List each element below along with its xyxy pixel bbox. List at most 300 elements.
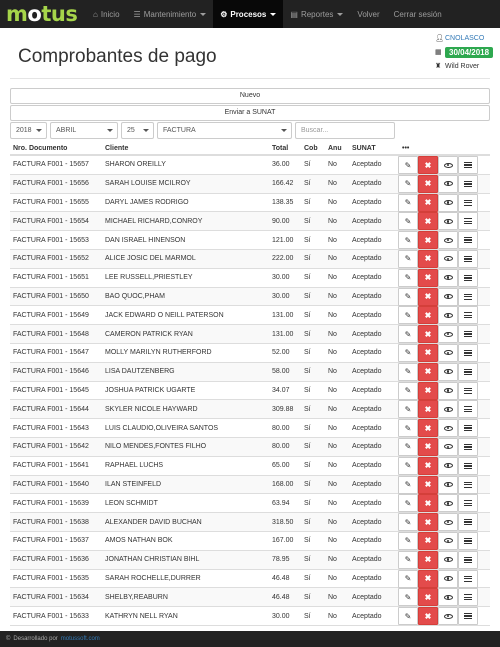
close-icon: ✖	[424, 292, 432, 302]
view-button[interactable]	[438, 551, 458, 569]
header-sunat[interactable]: SUNAT	[352, 144, 376, 152]
cell-total: 121.00	[272, 236, 294, 244]
close-icon: ✖	[424, 235, 432, 245]
month-select[interactable]	[50, 122, 118, 139]
delete-button[interactable]	[418, 306, 438, 324]
edit-button[interactable]	[398, 194, 418, 212]
close-icon: ✖	[424, 536, 432, 546]
cell-client: JOSHUA PATRICK UGARTE	[105, 386, 196, 394]
nav-item-label: Cerrar sesión	[393, 9, 442, 19]
top-navbar	[0, 0, 500, 28]
table-row	[10, 325, 490, 344]
list-icon	[464, 557, 472, 563]
close-icon: ✖	[424, 254, 432, 264]
menu-button[interactable]	[458, 570, 478, 588]
username-link[interactable]: CNOLASCO	[445, 34, 485, 42]
view-button[interactable]	[438, 175, 458, 193]
edit-button[interactable]	[398, 588, 418, 606]
footer	[0, 631, 500, 647]
gear-icon: ⚙	[220, 9, 228, 19]
delete-button[interactable]	[418, 363, 438, 381]
nav-item-mantenimiento[interactable]	[127, 0, 214, 28]
list-icon	[464, 294, 472, 300]
menu-button[interactable]	[458, 363, 478, 381]
view-button[interactable]	[438, 382, 458, 400]
view-button[interactable]	[438, 250, 458, 268]
cell-total: 58.00	[272, 368, 290, 376]
cell-doc: FACTURA F001 - 15638	[13, 518, 89, 526]
cell-client: BAO QUOC,PHAM	[105, 292, 165, 300]
header-cob[interactable]: Cob	[304, 144, 318, 152]
cell-anu: No	[328, 368, 337, 376]
cell-sunat: Aceptado	[352, 180, 382, 188]
delete-button[interactable]	[418, 419, 438, 437]
delete-button[interactable]	[418, 513, 438, 531]
menu-button[interactable]	[458, 419, 478, 437]
cell-doc: FACTURA F001 - 15641	[13, 462, 89, 470]
delete-button[interactable]	[418, 250, 438, 268]
view-button[interactable]	[438, 194, 458, 212]
eye-icon	[444, 256, 453, 261]
search-input[interactable]	[295, 122, 395, 139]
nuevo-button[interactable]: Nuevo	[10, 88, 490, 104]
table-row	[10, 382, 490, 401]
view-button[interactable]	[438, 494, 458, 512]
delete-button[interactable]	[418, 382, 438, 400]
edit-button[interactable]	[398, 231, 418, 249]
list-icon	[464, 162, 472, 168]
delete-button[interactable]	[418, 231, 438, 249]
cell-client: ALICE JOSIC DEL MARMOL	[105, 255, 196, 263]
cell-doc: FACTURA F001 - 15652	[13, 255, 89, 263]
eye-icon	[444, 163, 453, 168]
document-type-select[interactable]	[157, 122, 292, 139]
close-icon: ✖	[424, 592, 432, 602]
chevron-down-icon	[281, 129, 287, 132]
close-icon: ✖	[424, 273, 432, 283]
view-button[interactable]	[438, 212, 458, 230]
cell-doc: FACTURA F001 - 15651	[13, 274, 89, 282]
header-client[interactable]: Cliente	[105, 144, 129, 152]
eye-icon	[444, 444, 453, 449]
view-button[interactable]	[438, 400, 458, 418]
menu-button[interactable]	[458, 382, 478, 400]
row-actions	[398, 570, 478, 588]
view-button[interactable]	[438, 588, 458, 606]
chevron-down-icon	[143, 129, 149, 132]
edit-button[interactable]	[398, 269, 418, 287]
row-actions	[398, 400, 478, 418]
view-button[interactable]	[438, 513, 458, 531]
nav-item-label: Mantenimiento	[143, 9, 197, 19]
edit-icon: ✎	[404, 555, 412, 565]
close-icon: ✖	[424, 442, 432, 452]
home-icon: ⌂	[93, 9, 98, 19]
cell-cob: Sí	[304, 236, 311, 244]
cell-sunat: Aceptado	[352, 556, 382, 564]
delete-button[interactable]	[418, 588, 438, 606]
cell-client: LISA DAUTZENBERG	[105, 368, 175, 376]
menu-button[interactable]	[458, 607, 478, 625]
row-actions	[398, 250, 478, 268]
footer-link[interactable]: motussoft.com	[60, 636, 100, 642]
edit-button[interactable]	[398, 325, 418, 343]
cell-anu: No	[328, 236, 337, 244]
cell-anu: No	[328, 161, 337, 169]
menu-button[interactable]	[458, 231, 478, 249]
delete-button[interactable]	[418, 269, 438, 287]
day-select[interactable]	[121, 122, 154, 139]
view-button[interactable]	[438, 607, 458, 625]
cell-anu: No	[328, 330, 337, 338]
delete-button[interactable]	[418, 212, 438, 230]
menu-button[interactable]	[458, 212, 478, 230]
nav-item-procesos[interactable]	[213, 0, 283, 28]
cell-cob: Sí	[304, 161, 311, 169]
view-button[interactable]	[438, 476, 458, 494]
cell-sunat: Aceptado	[352, 311, 382, 319]
list-icon	[464, 500, 472, 506]
cell-sunat: Aceptado	[352, 217, 382, 225]
cell-client: SARAH ROCHELLE,DURRER	[105, 574, 201, 582]
menu-button[interactable]	[458, 269, 478, 287]
delete-button[interactable]	[418, 400, 438, 418]
menu-button[interactable]	[458, 588, 478, 606]
menu-button[interactable]	[458, 250, 478, 268]
row-actions	[398, 231, 478, 249]
cell-sunat: Aceptado	[352, 198, 382, 206]
eye-icon	[444, 501, 453, 506]
edit-button[interactable]	[398, 457, 418, 475]
edit-button[interactable]	[398, 438, 418, 456]
cell-cob: Sí	[304, 217, 311, 225]
header-total[interactable]: Total	[272, 144, 289, 152]
delete-button[interactable]	[418, 175, 438, 193]
edit-icon: ✎	[404, 348, 412, 358]
delete-button[interactable]	[418, 156, 438, 174]
view-button[interactable]	[438, 532, 458, 550]
cell-doc: FACTURA F001 - 15644	[13, 405, 89, 413]
cell-doc: FACTURA F001 - 15639	[13, 499, 89, 507]
menu-button[interactable]	[458, 175, 478, 193]
cell-client: KATHRYN NELL RYAN	[105, 612, 178, 620]
brand-logo[interactable]	[0, 0, 86, 28]
close-icon: ✖	[424, 517, 432, 527]
edit-button[interactable]	[398, 513, 418, 531]
row-actions	[398, 344, 478, 362]
cell-total: 30.00	[272, 274, 290, 282]
eye-icon	[444, 313, 453, 318]
cell-anu: No	[328, 480, 337, 488]
list-icon	[464, 312, 472, 318]
edit-icon: ✎	[404, 235, 412, 245]
cell-client: JACK EDWARD O NEILL PATERSON	[105, 311, 224, 319]
cell-anu: No	[328, 499, 337, 507]
cell-sunat: Aceptado	[352, 518, 382, 526]
edit-button[interactable]	[398, 156, 418, 174]
cell-anu: No	[328, 180, 337, 188]
table-row	[10, 588, 490, 607]
menu-button[interactable]	[458, 400, 478, 418]
cell-total: 166.42	[272, 180, 294, 188]
cell-cob: Sí	[304, 462, 311, 470]
cell-sunat: Aceptado	[352, 386, 382, 394]
cell-client: CAMERON PATRICK RYAN	[105, 330, 193, 338]
cell-client: ILAN STEINFELD	[105, 480, 162, 488]
row-actions	[398, 363, 478, 381]
year-select[interactable]	[10, 122, 47, 139]
close-icon: ✖	[424, 404, 432, 414]
cell-doc: FACTURA F001 - 15634	[13, 593, 89, 601]
cell-anu: No	[328, 217, 337, 225]
cell-total: 80.00	[272, 443, 290, 451]
delete-button[interactable]	[418, 570, 438, 588]
menu-button[interactable]	[458, 344, 478, 362]
delete-button[interactable]	[418, 551, 438, 569]
calendar-icon: ▦	[435, 49, 442, 56]
table-row	[10, 438, 490, 457]
menu-button[interactable]	[458, 457, 478, 475]
eye-icon	[444, 238, 453, 243]
view-button[interactable]	[438, 306, 458, 324]
eye-icon	[444, 369, 453, 374]
menu-button[interactable]	[458, 194, 478, 212]
list-icon	[464, 275, 472, 281]
menu-button[interactable]	[458, 476, 478, 494]
view-button[interactable]	[438, 570, 458, 588]
list-icon	[464, 350, 472, 356]
row-actions	[398, 419, 478, 437]
list-icon	[464, 444, 472, 450]
row-actions	[398, 457, 478, 475]
edit-button[interactable]	[398, 175, 418, 193]
cell-anu: No	[328, 198, 337, 206]
view-button[interactable]	[438, 231, 458, 249]
row-actions	[398, 494, 478, 512]
eye-icon	[444, 538, 453, 543]
table-row	[10, 513, 490, 532]
menu-button[interactable]	[458, 438, 478, 456]
delete-button[interactable]	[418, 607, 438, 625]
delete-button[interactable]	[418, 288, 438, 306]
cell-sunat: Aceptado	[352, 161, 382, 169]
cell-sunat: Aceptado	[352, 480, 382, 488]
view-button[interactable]	[438, 344, 458, 362]
delete-button[interactable]	[418, 476, 438, 494]
edit-button[interactable]	[398, 382, 418, 400]
cell-doc: FACTURA F001 - 15645	[13, 386, 89, 394]
delete-button[interactable]	[418, 325, 438, 343]
brand-letter: u	[50, 1, 66, 26]
cell-doc: FACTURA F001 - 15636	[13, 556, 89, 564]
user-info	[435, 31, 499, 73]
view-button[interactable]	[438, 325, 458, 343]
cell-cob: Sí	[304, 556, 311, 564]
edit-button[interactable]	[398, 250, 418, 268]
cell-client: SHARON OREILLY	[105, 161, 166, 169]
nav-item-reportes[interactable]	[283, 0, 350, 28]
eye-icon	[444, 407, 453, 412]
list-icon: ☰	[133, 9, 141, 19]
building-icon: ♜	[435, 63, 442, 70]
table-row	[10, 607, 490, 626]
view-button[interactable]	[438, 269, 458, 287]
row-actions	[398, 212, 478, 230]
cell-client: LEE RUSSELL,PRIESTLEY	[105, 274, 193, 282]
cell-sunat: Aceptado	[352, 274, 382, 282]
header-anu[interactable]: Anu	[328, 144, 342, 152]
list-icon	[464, 200, 472, 206]
cell-client: DAN ISRAEL HINENSON	[105, 236, 186, 244]
cell-sunat: Aceptado	[352, 368, 382, 376]
cell-total: 222.00	[272, 255, 294, 263]
delete-button[interactable]	[418, 494, 438, 512]
list-icon	[464, 331, 472, 337]
cell-total: 52.00	[272, 349, 290, 357]
day-select-value: 25	[127, 127, 135, 134]
edit-button[interactable]	[398, 532, 418, 550]
edit-button[interactable]	[398, 494, 418, 512]
brand-letter: t	[41, 1, 51, 26]
cell-client: DARYL JAMES RODRIGO	[105, 198, 189, 206]
cell-total: 168.00	[272, 480, 294, 488]
edit-button[interactable]	[398, 344, 418, 362]
cell-anu: No	[328, 311, 337, 319]
cell-total: 30.00	[272, 292, 290, 300]
delete-button[interactable]	[418, 438, 438, 456]
nav-item-label: Procesos	[230, 9, 267, 19]
cell-client: RAPHAEL LUCHS	[105, 462, 164, 470]
edit-button[interactable]	[398, 419, 418, 437]
menu-button[interactable]	[458, 325, 478, 343]
cell-doc: FACTURA F001 - 15635	[13, 574, 89, 582]
edit-icon: ✎	[404, 592, 412, 602]
row-actions	[398, 476, 478, 494]
chevron-down-icon	[337, 13, 343, 16]
cell-sunat: Aceptado	[352, 462, 382, 470]
row-actions	[398, 382, 478, 400]
brand-letter: m	[6, 1, 28, 26]
edit-button[interactable]	[398, 363, 418, 381]
close-icon: ✖	[424, 216, 432, 226]
list-icon	[464, 613, 472, 619]
cell-total: 90.00	[272, 217, 290, 225]
edit-icon: ✎	[404, 310, 412, 320]
cell-sunat: Aceptado	[352, 443, 382, 451]
menu-button[interactable]	[458, 288, 478, 306]
eye-icon	[444, 614, 453, 619]
cell-sunat: Aceptado	[352, 330, 382, 338]
cell-sunat: Aceptado	[352, 255, 382, 263]
cell-anu: No	[328, 349, 337, 357]
cell-cob: Sí	[304, 368, 311, 376]
list-icon	[464, 594, 472, 600]
eye-icon	[444, 181, 453, 186]
edit-icon: ✎	[404, 216, 412, 226]
menu-button[interactable]	[458, 532, 478, 550]
delete-button[interactable]	[418, 344, 438, 362]
edit-icon: ✎	[404, 292, 412, 302]
close-icon: ✖	[424, 310, 432, 320]
nav-item-inicio[interactable]	[86, 0, 127, 28]
list-icon	[464, 482, 472, 488]
list-icon	[464, 256, 472, 262]
delete-button[interactable]	[418, 532, 438, 550]
edit-icon: ✎	[404, 461, 412, 471]
cell-total: 80.00	[272, 424, 290, 432]
nav-item-cerrar-sesin[interactable]	[387, 0, 449, 28]
cell-client: JONATHAN CHRISTIAN BIHL	[105, 556, 200, 564]
row-actions	[398, 325, 478, 343]
brand-letter: s	[65, 1, 78, 26]
cell-cob: Sí	[304, 311, 311, 319]
cell-sunat: Aceptado	[352, 612, 382, 620]
table-row	[10, 457, 490, 476]
header-doc[interactable]: Nro. Documento	[13, 144, 68, 152]
menu-button[interactable]	[458, 551, 478, 569]
cell-doc: FACTURA F001 - 15655	[13, 198, 89, 206]
edit-button[interactable]	[398, 306, 418, 324]
cell-doc: FACTURA F001 - 15649	[13, 311, 89, 319]
cell-anu: No	[328, 386, 337, 394]
comprobantes-table	[10, 142, 490, 626]
row-actions	[398, 306, 478, 324]
edit-button[interactable]	[398, 400, 418, 418]
edit-button[interactable]	[398, 551, 418, 569]
cell-client: ALEXANDER DAVID BUCHAN	[105, 518, 202, 526]
table-row	[10, 250, 490, 269]
view-button[interactable]	[438, 457, 458, 475]
edit-button[interactable]	[398, 476, 418, 494]
table-row	[10, 306, 490, 325]
view-button[interactable]	[438, 419, 458, 437]
table-body	[10, 156, 490, 626]
cell-anu: No	[328, 537, 337, 545]
list-icon	[464, 388, 472, 394]
eye-icon	[444, 482, 453, 487]
cell-doc: FACTURA F001 - 15653	[13, 236, 89, 244]
view-button[interactable]	[438, 288, 458, 306]
report-icon: ▤	[290, 9, 298, 19]
edit-button[interactable]	[398, 607, 418, 625]
edit-button[interactable]	[398, 570, 418, 588]
cell-doc: FACTURA F001 - 15646	[13, 368, 89, 376]
view-button[interactable]	[438, 156, 458, 174]
delete-button[interactable]	[418, 194, 438, 212]
cell-anu: No	[328, 593, 337, 601]
user-icon: 👤︎	[435, 35, 444, 42]
cell-cob: Sí	[304, 518, 311, 526]
edit-button[interactable]	[398, 288, 418, 306]
view-button[interactable]	[438, 438, 458, 456]
menu-button[interactable]	[458, 494, 478, 512]
nav-item-volver[interactable]	[350, 0, 386, 28]
table-row	[10, 532, 490, 551]
eye-icon	[444, 275, 453, 280]
view-button[interactable]	[438, 363, 458, 381]
edit-icon: ✎	[404, 442, 412, 452]
edit-button[interactable]	[398, 212, 418, 230]
menu-button[interactable]	[458, 156, 478, 174]
menu-button[interactable]	[458, 306, 478, 324]
delete-button[interactable]	[418, 457, 438, 475]
row-actions	[398, 269, 478, 287]
eye-icon	[444, 426, 453, 431]
cell-client: MICHAEL RICHARD,CONROY	[105, 217, 203, 225]
menu-button[interactable]	[458, 513, 478, 531]
table-row	[10, 194, 490, 213]
enviar-sunat-button[interactable]: Enviar a SUNAT	[10, 105, 490, 121]
